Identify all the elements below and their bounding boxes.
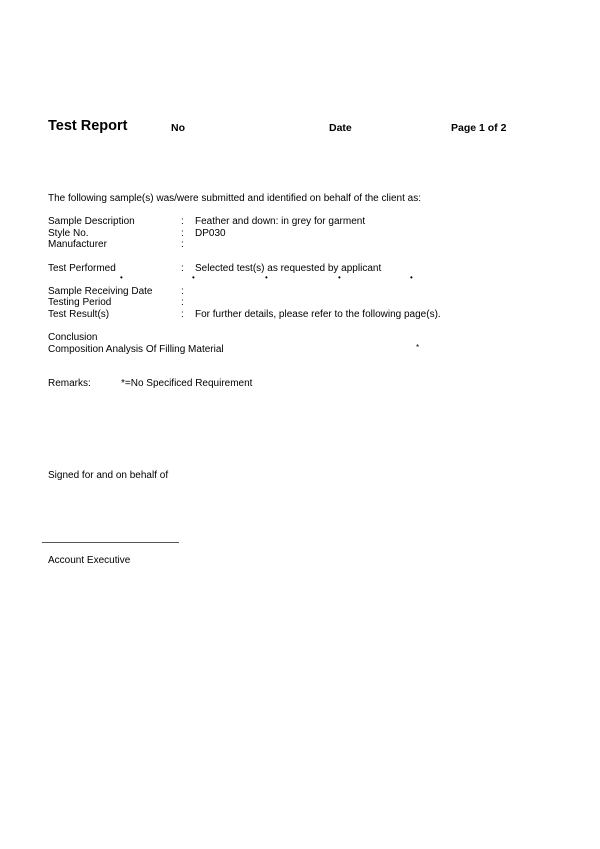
style-no-label: Style No. bbox=[48, 228, 89, 239]
test-performed-label: Test Performed bbox=[48, 263, 116, 274]
sample-description-value: Feather and down: in grey for garment bbox=[195, 216, 366, 227]
colon: : bbox=[181, 228, 184, 239]
style-no-value: DP030 bbox=[195, 228, 226, 239]
colon: : bbox=[181, 216, 184, 227]
bullet-mark: • bbox=[192, 273, 195, 282]
bullet-mark: • bbox=[265, 273, 268, 282]
conclusion-mark: * bbox=[416, 343, 420, 352]
colon: : bbox=[181, 263, 184, 274]
sample-description-label: Sample Description bbox=[48, 216, 135, 227]
conclusion-heading: Conclusion bbox=[48, 332, 98, 343]
bullet-mark: • bbox=[338, 273, 341, 282]
test-results-value: For further details, please refer to the following page(s). bbox=[195, 309, 441, 320]
signed-on-behalf-text: Signed for and on behalf of bbox=[48, 470, 169, 481]
colon: : bbox=[181, 239, 184, 250]
testing-period-label: Testing Period bbox=[48, 297, 112, 308]
sample-receiving-date-label: Sample Receiving Date bbox=[48, 286, 153, 297]
intro-text: The following sample(s) was/were submitted and identified on behalf of the client as: bbox=[48, 193, 421, 204]
colon: : bbox=[181, 309, 184, 320]
page-number: Page 1 of 2 bbox=[451, 122, 507, 134]
account-executive-label: Account Executive bbox=[48, 555, 131, 566]
test-performed-value: Selected test(s) as requested by applicant bbox=[195, 263, 382, 274]
signature-line bbox=[42, 542, 179, 543]
page-title: Test Report bbox=[48, 118, 128, 134]
bullet-mark: • bbox=[410, 273, 413, 282]
manufacturer-label: Manufacturer bbox=[48, 239, 107, 250]
colon: : bbox=[181, 286, 184, 297]
colon: : bbox=[181, 297, 184, 308]
test-results-label: Test Result(s) bbox=[48, 309, 110, 320]
remarks-text: *=No Specificed Requirement bbox=[121, 378, 253, 389]
remarks-label: Remarks: bbox=[48, 378, 91, 389]
date-label: Date bbox=[329, 122, 352, 134]
report-no-label: No bbox=[171, 122, 185, 134]
bullet-mark: • bbox=[120, 273, 123, 282]
conclusion-item: Composition Analysis Of Filling Material bbox=[48, 344, 224, 355]
